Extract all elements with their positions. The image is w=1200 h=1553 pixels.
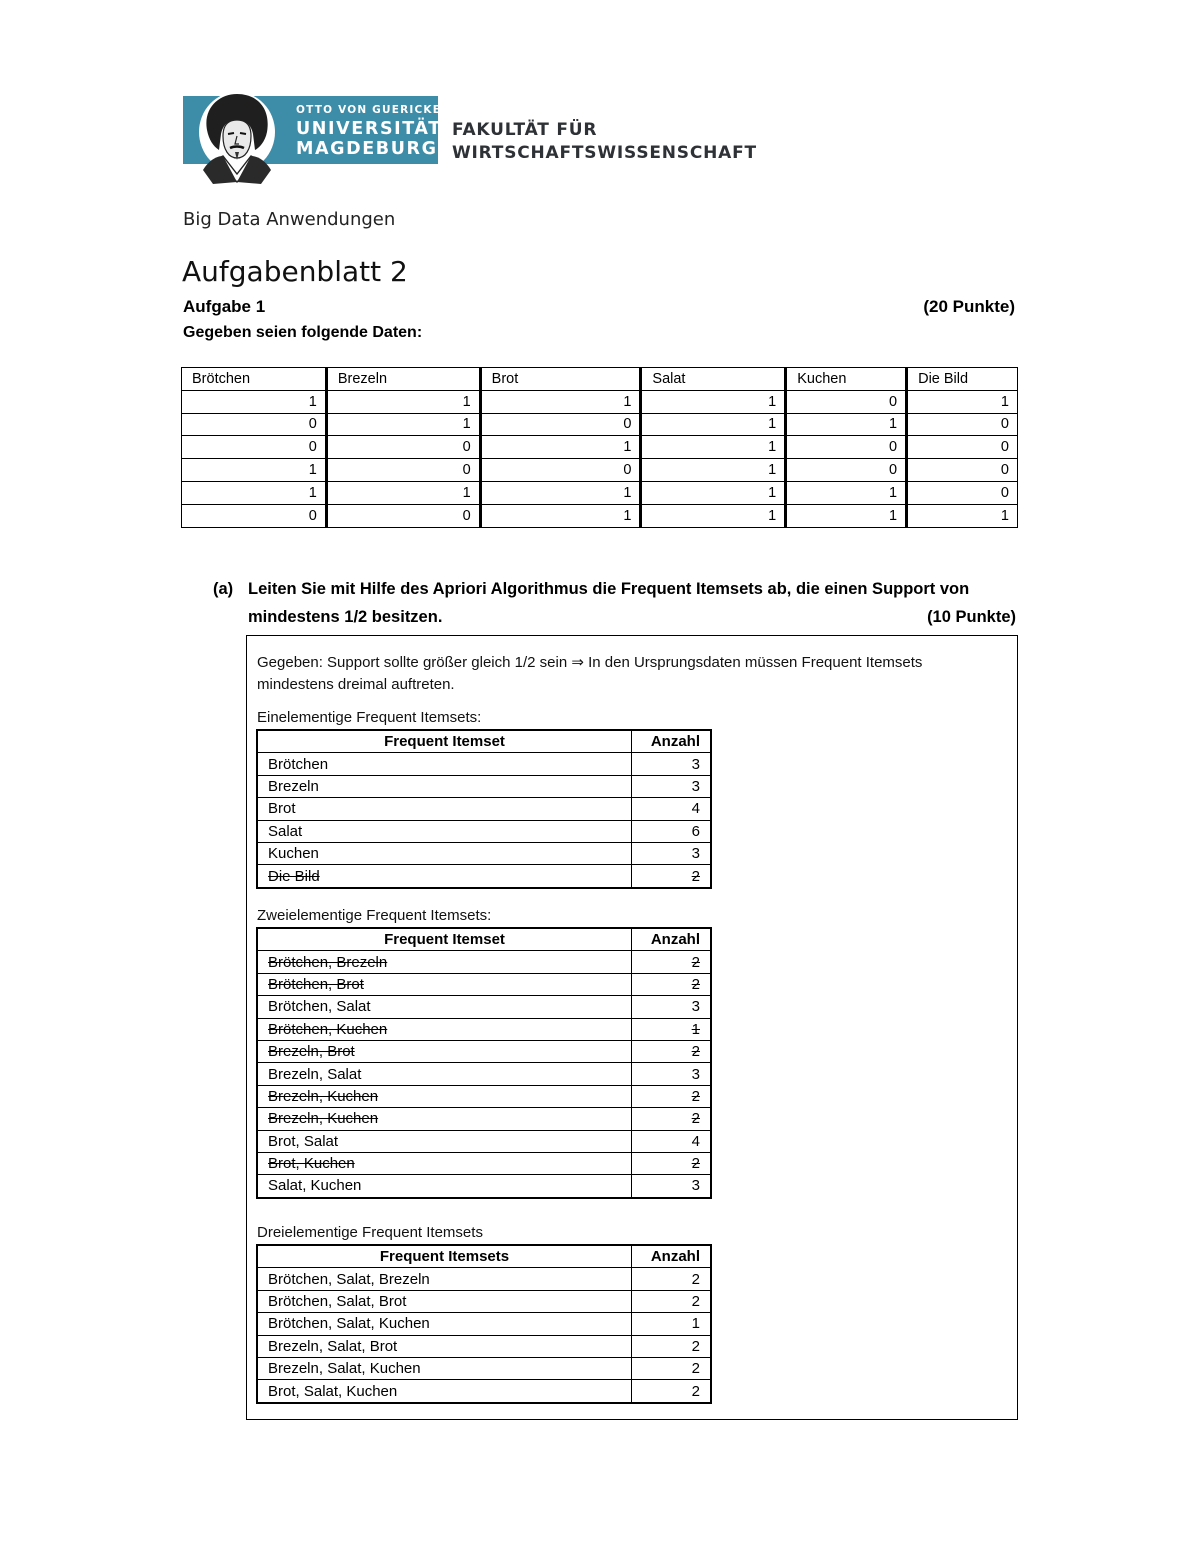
table-row xyxy=(257,1063,711,1085)
table-cell: 1 xyxy=(641,436,786,459)
answer-intro-line2: mindestens dreimal auftreten. xyxy=(257,676,455,693)
count-cell: 6 xyxy=(632,820,712,842)
table-row xyxy=(257,820,711,842)
table-row xyxy=(257,1335,711,1357)
table-cell: 0 xyxy=(786,459,907,482)
count-cell: 1 xyxy=(632,1313,712,1335)
faculty-line2: WIRTSCHAFTSWISSENSCHAFT xyxy=(452,143,757,163)
table-cell: 0 xyxy=(907,459,1018,482)
count-cell: 2 xyxy=(632,1357,712,1379)
two-itemsets-table xyxy=(256,927,712,1199)
table-row xyxy=(257,973,711,995)
column-header: Brot xyxy=(480,368,641,391)
table-cell: 0 xyxy=(326,436,480,459)
task-given: Gegeben seien folgende Daten: xyxy=(183,324,423,341)
table-header-count: Anzahl xyxy=(632,928,712,951)
table-row xyxy=(257,1018,711,1040)
table-cell: 1 xyxy=(326,390,480,413)
table-row xyxy=(182,481,1018,504)
table-row xyxy=(257,1175,711,1198)
itemset-cell: Brezeln, Salat, Brot xyxy=(257,1335,632,1357)
guericke-portrait-icon xyxy=(193,90,285,184)
table-row xyxy=(257,1152,711,1174)
course-name: Big Data Anwendungen xyxy=(183,209,396,230)
table-row xyxy=(257,753,711,775)
count-cell: 4 xyxy=(632,1130,712,1152)
subtask-text-line2: mindestens 1/2 besitzen. xyxy=(248,608,443,626)
table-cell: 1 xyxy=(786,504,907,527)
count-cell: 3 xyxy=(632,996,712,1018)
table-row xyxy=(257,865,711,888)
itemset-cell: Brötchen, Salat, Brezeln xyxy=(257,1268,632,1290)
faculty-line1: FAKULTÄT FÜR xyxy=(452,120,598,140)
itemset-cell: Brötchen, Kuchen xyxy=(257,1018,632,1040)
itemset-cell: Salat xyxy=(257,820,632,842)
table-header-itemset: Frequent Itemset xyxy=(257,730,632,753)
table-cell: 1 xyxy=(641,459,786,482)
table-row xyxy=(257,1290,711,1312)
count-cell: 2 xyxy=(632,973,712,995)
count-cell: 3 xyxy=(632,1063,712,1085)
itemset-cell: Brötchen, Salat, Brot xyxy=(257,1290,632,1312)
table-cell: 1 xyxy=(907,390,1018,413)
one-itemsets-caption: Einelementige Frequent Itemsets: xyxy=(257,709,482,726)
task-points: (20 Punkte) xyxy=(923,297,1015,316)
itemset-cell: Brezeln xyxy=(257,775,632,797)
itemset-cell: Brot xyxy=(257,798,632,820)
count-cell: 3 xyxy=(632,1175,712,1198)
page-title: Aufgabenblatt 2 xyxy=(182,255,408,288)
column-header: Brötchen xyxy=(182,368,327,391)
table-row xyxy=(182,504,1018,527)
column-header: Kuchen xyxy=(786,368,907,391)
count-cell: 3 xyxy=(632,775,712,797)
table-cell: 1 xyxy=(786,481,907,504)
table-cell: 1 xyxy=(641,481,786,504)
itemset-cell: Brötchen, Brezeln xyxy=(257,951,632,973)
count-cell: 2 xyxy=(632,1290,712,1312)
subtask-label: (a) xyxy=(213,580,234,598)
itemset-cell: Brötchen, Brot xyxy=(257,973,632,995)
table-cell: 0 xyxy=(786,436,907,459)
table-cell: 0 xyxy=(480,459,641,482)
table-cell: 1 xyxy=(480,390,641,413)
itemset-cell: Die Bild xyxy=(257,865,632,888)
subtask-points: (10 Punkte) xyxy=(927,608,1016,626)
count-cell: 2 xyxy=(632,1268,712,1290)
table-header-count: Anzahl xyxy=(632,730,712,753)
table-cell: 0 xyxy=(182,436,327,459)
itemset-cell: Brezeln, Brot xyxy=(257,1040,632,1062)
itemset-cell: Brot, Salat xyxy=(257,1130,632,1152)
table-row xyxy=(182,459,1018,482)
table-cell: 1 xyxy=(480,436,641,459)
table-row xyxy=(257,951,711,973)
count-cell: 2 xyxy=(632,1040,712,1062)
two-itemsets-caption: Zweielementige Frequent Itemsets: xyxy=(257,907,492,924)
table-cell: 1 xyxy=(182,459,327,482)
three-itemsets-caption: Dreielementige Frequent Itemsets xyxy=(257,1224,483,1241)
table-cell: 0 xyxy=(326,504,480,527)
three-itemsets-table xyxy=(256,1244,712,1404)
count-cell: 2 xyxy=(632,1152,712,1174)
table-cell: 0 xyxy=(326,459,480,482)
table-header-itemset: Frequent Itemset xyxy=(257,928,632,951)
table-cell: 0 xyxy=(907,436,1018,459)
table-row xyxy=(257,798,711,820)
table-cell: 1 xyxy=(641,413,786,436)
itemset-cell: Brötchen xyxy=(257,753,632,775)
table-row xyxy=(257,1380,711,1403)
count-cell: 3 xyxy=(632,842,712,864)
table-row xyxy=(257,1040,711,1062)
table-cell: 1 xyxy=(326,413,480,436)
table-row xyxy=(257,775,711,797)
logo-line1: OTTO VON GUERICKE xyxy=(296,104,442,116)
itemset-cell: Brezeln, Kuchen xyxy=(257,1108,632,1130)
itemset-cell: Kuchen xyxy=(257,842,632,864)
table-cell: 0 xyxy=(480,413,641,436)
table-row xyxy=(257,842,711,864)
table-cell: 0 xyxy=(182,504,327,527)
table-row xyxy=(257,996,711,1018)
count-cell: 2 xyxy=(632,1335,712,1357)
table-cell: 0 xyxy=(907,481,1018,504)
column-header: Die Bild xyxy=(907,368,1018,391)
table-cell: 0 xyxy=(182,413,327,436)
table-cell: 0 xyxy=(786,390,907,413)
table-cell: 1 xyxy=(480,481,641,504)
itemset-cell: Brezeln, Salat xyxy=(257,1063,632,1085)
one-itemsets-table xyxy=(256,729,712,889)
table-cell: 1 xyxy=(182,390,327,413)
logo-line3: MAGDEBURG xyxy=(296,139,438,159)
count-cell: 2 xyxy=(632,1085,712,1107)
table-cell: 1 xyxy=(480,504,641,527)
column-header: Brezeln xyxy=(326,368,480,391)
itemset-cell: Salat, Kuchen xyxy=(257,1175,632,1198)
table-row xyxy=(257,1085,711,1107)
logo-line2: UNIVERSITÄT xyxy=(296,119,442,139)
itemset-cell: Brot, Kuchen xyxy=(257,1152,632,1174)
table-row xyxy=(182,436,1018,459)
count-cell: 1 xyxy=(632,1018,712,1040)
count-cell: 2 xyxy=(632,865,712,888)
itemset-cell: Brot, Salat, Kuchen xyxy=(257,1380,632,1403)
table-cell: 1 xyxy=(786,413,907,436)
itemset-cell: Brötchen, Salat, Kuchen xyxy=(257,1313,632,1335)
answer-intro-line1: Gegeben: Support sollte größer gleich 1/2 sein ⇒ In den Ursprungsdaten müssen Frequent Itemsets xyxy=(257,654,923,671)
itemset-cell: Brezeln, Kuchen xyxy=(257,1085,632,1107)
table-row xyxy=(257,1357,711,1379)
count-cell: 2 xyxy=(632,1380,712,1403)
itemset-cell: Brezeln, Salat, Kuchen xyxy=(257,1357,632,1379)
table-cell: 1 xyxy=(182,481,327,504)
table-header-itemset: Frequent Itemsets xyxy=(257,1245,632,1268)
table-cell: 1 xyxy=(907,504,1018,527)
table-row xyxy=(257,1130,711,1152)
count-cell: 4 xyxy=(632,798,712,820)
data-table xyxy=(181,367,1018,528)
table-cell: 1 xyxy=(641,504,786,527)
table-row xyxy=(257,1108,711,1130)
table-cell: 0 xyxy=(907,413,1018,436)
table-row xyxy=(257,1313,711,1335)
itemset-cell: Brötchen, Salat xyxy=(257,996,632,1018)
table-cell: 1 xyxy=(641,390,786,413)
table-cell: 1 xyxy=(326,481,480,504)
count-cell: 2 xyxy=(632,1108,712,1130)
table-row xyxy=(257,1268,711,1290)
column-header: Salat xyxy=(641,368,786,391)
count-cell: 3 xyxy=(632,753,712,775)
table-header-count: Anzahl xyxy=(632,1245,712,1268)
task-label: Aufgabe 1 xyxy=(183,297,266,316)
count-cell: 2 xyxy=(632,951,712,973)
table-row xyxy=(182,413,1018,436)
subtask-text-line1: Leiten Sie mit Hilfe des Apriori Algorithmus die Frequent Itemsets ab, die einen Support von xyxy=(248,580,970,598)
table-row xyxy=(182,390,1018,413)
